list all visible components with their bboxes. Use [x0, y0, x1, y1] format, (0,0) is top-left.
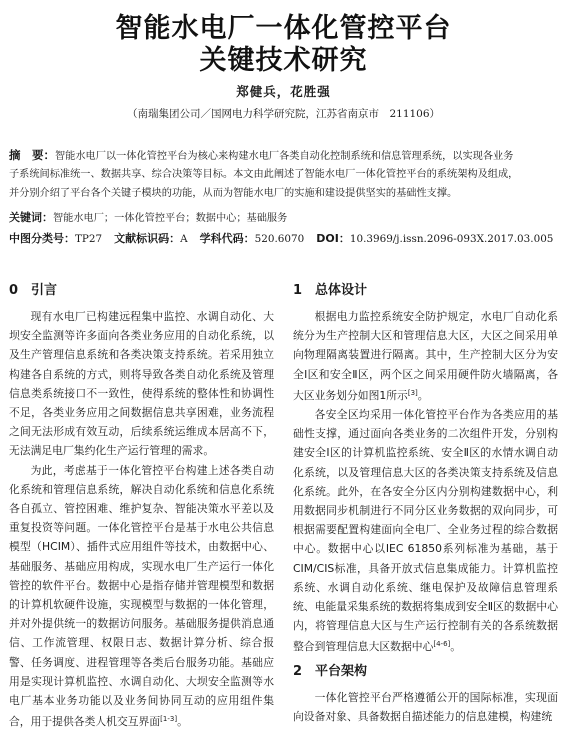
affiliation: （南瑞集团公司／国网电力科学研究院，江苏省南京市 211106） [126, 108, 441, 120]
design-paragraph-2 [293, 405, 558, 657]
abstract-line-1 [9, 146, 561, 166]
abstract-line-3: 并分别介绍了平台各个关键子模块的功能，从而为智能水电厂的实施和建设提供坚实的基础性支撑。 [9, 188, 458, 199]
design-paragraph-1-text: 根据电力监控系统安全防护规定，水电厂自动化系统分为生产控制大区和管理信息大区，大区之间采用单向物理隔离装置进行隔离。其中，生产控制大区分为安全Ⅰ区和安全Ⅱ区，两个区之间采用硬件防火墙隔离，各大区业务划分如图1所示 [293, 310, 558, 402]
intro-body [9, 307, 274, 731]
doi-value: 10.3969/j.issn.2096-093X.2017.03.005 [349, 233, 554, 245]
classification-line [9, 230, 561, 248]
section-heading-design: 1 总体设计 [293, 283, 368, 298]
abstract-text-1: 智能水电厂以一体化管控平台为核心来构建水电厂各类自动化控制系统和信息管理系统，以实现各业务 [55, 151, 514, 162]
design-body [293, 307, 558, 657]
keywords-text: 智能水电厂；一体化管控平台；数据中心；基础服务 [53, 213, 288, 224]
citation-ref: [3] [407, 388, 418, 397]
intro-paragraph-1: 现有水电厂已构建远程集中监控、水调自动化、大坝安全监测等许多面向各类业务应用的自动化系统，以及生产管理信息系统和各类决策支持系统。若采用独立构建各自系统的方式，则将导致各类自动化系统及管理信息类系统接口不一致性，使得系统的整体性和协调性不足，各类业务应用之间数据信息共享困难，业务流程之间无法形成有效互动，后续系统运维成本居高不下，无法满足电厂集约化生产运行管理的需求。 [9, 310, 274, 458]
design-paragraph-2-end: 。 [450, 640, 462, 654]
intro-paragraph-2 [9, 461, 274, 731]
abstract-line-2: 子系统间标准统一、数据共享、综合决策等目标。本文由此阐述了智能水电厂一体化管控平台的系统架构及组成， [9, 169, 519, 180]
doc-code-label: 文献标识码： [114, 232, 181, 245]
doc-code-value: A [180, 233, 188, 245]
keywords [9, 209, 561, 228]
clc-label: 中图分类号： [9, 232, 75, 245]
keywords-label: 关键词： [9, 211, 53, 224]
subject-code-label: 学科代码： [199, 232, 255, 245]
platform-body [293, 688, 558, 726]
clc-value: TP27 [75, 233, 103, 245]
design-paragraph-2-text: 各安全区均采用一体化管控平台作为各类应用的基础性支撑，通过面向各类业务的二次组件开发，分别构建安全Ⅰ区的计算机监控系统、安全Ⅱ区的水情水调自动化系统，以及管理信息大区的各类决策支持系统及信息化系统。此外，在各安全分区内分别构建数据中心，利用数据同步机制进行不同分区业务数据的双向同步，可根据需要配置构建面向全电厂、全业务过程的综合数据中心。数据中心以IEC 61850系列标准为基础，基于CIM/CIS标准，具备开放式信息集成能力。计算机监控系统、水调自动化系统、继电保护及故障信息管理系统、电能量采集系统的数据将集成到安全Ⅱ区的数据中心内，将管理信息大区与生产运行控制有关的各系统数据整合到管理信息大区数据中心 [293, 408, 558, 654]
intro-paragraph-2-end: 。 [177, 715, 188, 729]
section-heading-intro: 0 引言 [9, 283, 58, 298]
paper-title-line-2: 关键技术研究 [199, 45, 368, 76]
citation-ref: [1-3] [160, 715, 178, 724]
paper-title-line-1: 智能水电厂一体化管控平台 [115, 13, 452, 44]
design-paragraph-1 [293, 307, 558, 405]
design-paragraph-1-end: 。 [417, 388, 429, 402]
section-heading-platform: 2 平台架构 [293, 664, 368, 679]
citation-ref: [4-6] [433, 640, 451, 649]
abstract-label: 摘 要： [9, 148, 55, 162]
platform-paragraph-1: 一体化管控平台严格遵循公开的国际标准，实现面向设备对象、具备数据自描述能力的信息建模，构建统 [293, 691, 558, 724]
intro-paragraph-2-text: 为此，考虑基于一体化管控平台构建上述各类自动化系统和管理信息系统，解决自动化系统和信息化系统各自孤立、管控困难、维护复杂、智能决策水平差以及重复投资等问题。一体化管控平台是基于水电公共信息模型（HCIM）、插件式应用组件等技术，由数据中心、基础服务、基础应用构成，实现水电厂生产运行一体化管控的软件平台。数据中心是指存储并管理模型和数据的计算机软硬件设施，实现模型与数据的一体化管理，并对外提供统一的数据访问服务。基础服务提供消息通信、工作流管理、权限日志、数据计算分析、综合报警、任务调度、进程管理等各类后台服务功能。基础应用是实现计算机监控、水调自动化、大坝安全监测等水电厂基本业务功能以及业务间协同互动的应用组件集合，用于提供各类人机交互界面 [9, 463, 274, 729]
authors: 郑健兵，花胜强 [236, 84, 331, 99]
subject-code-value: 520.6070 [254, 233, 305, 245]
doi-label: DOI： [316, 232, 350, 245]
